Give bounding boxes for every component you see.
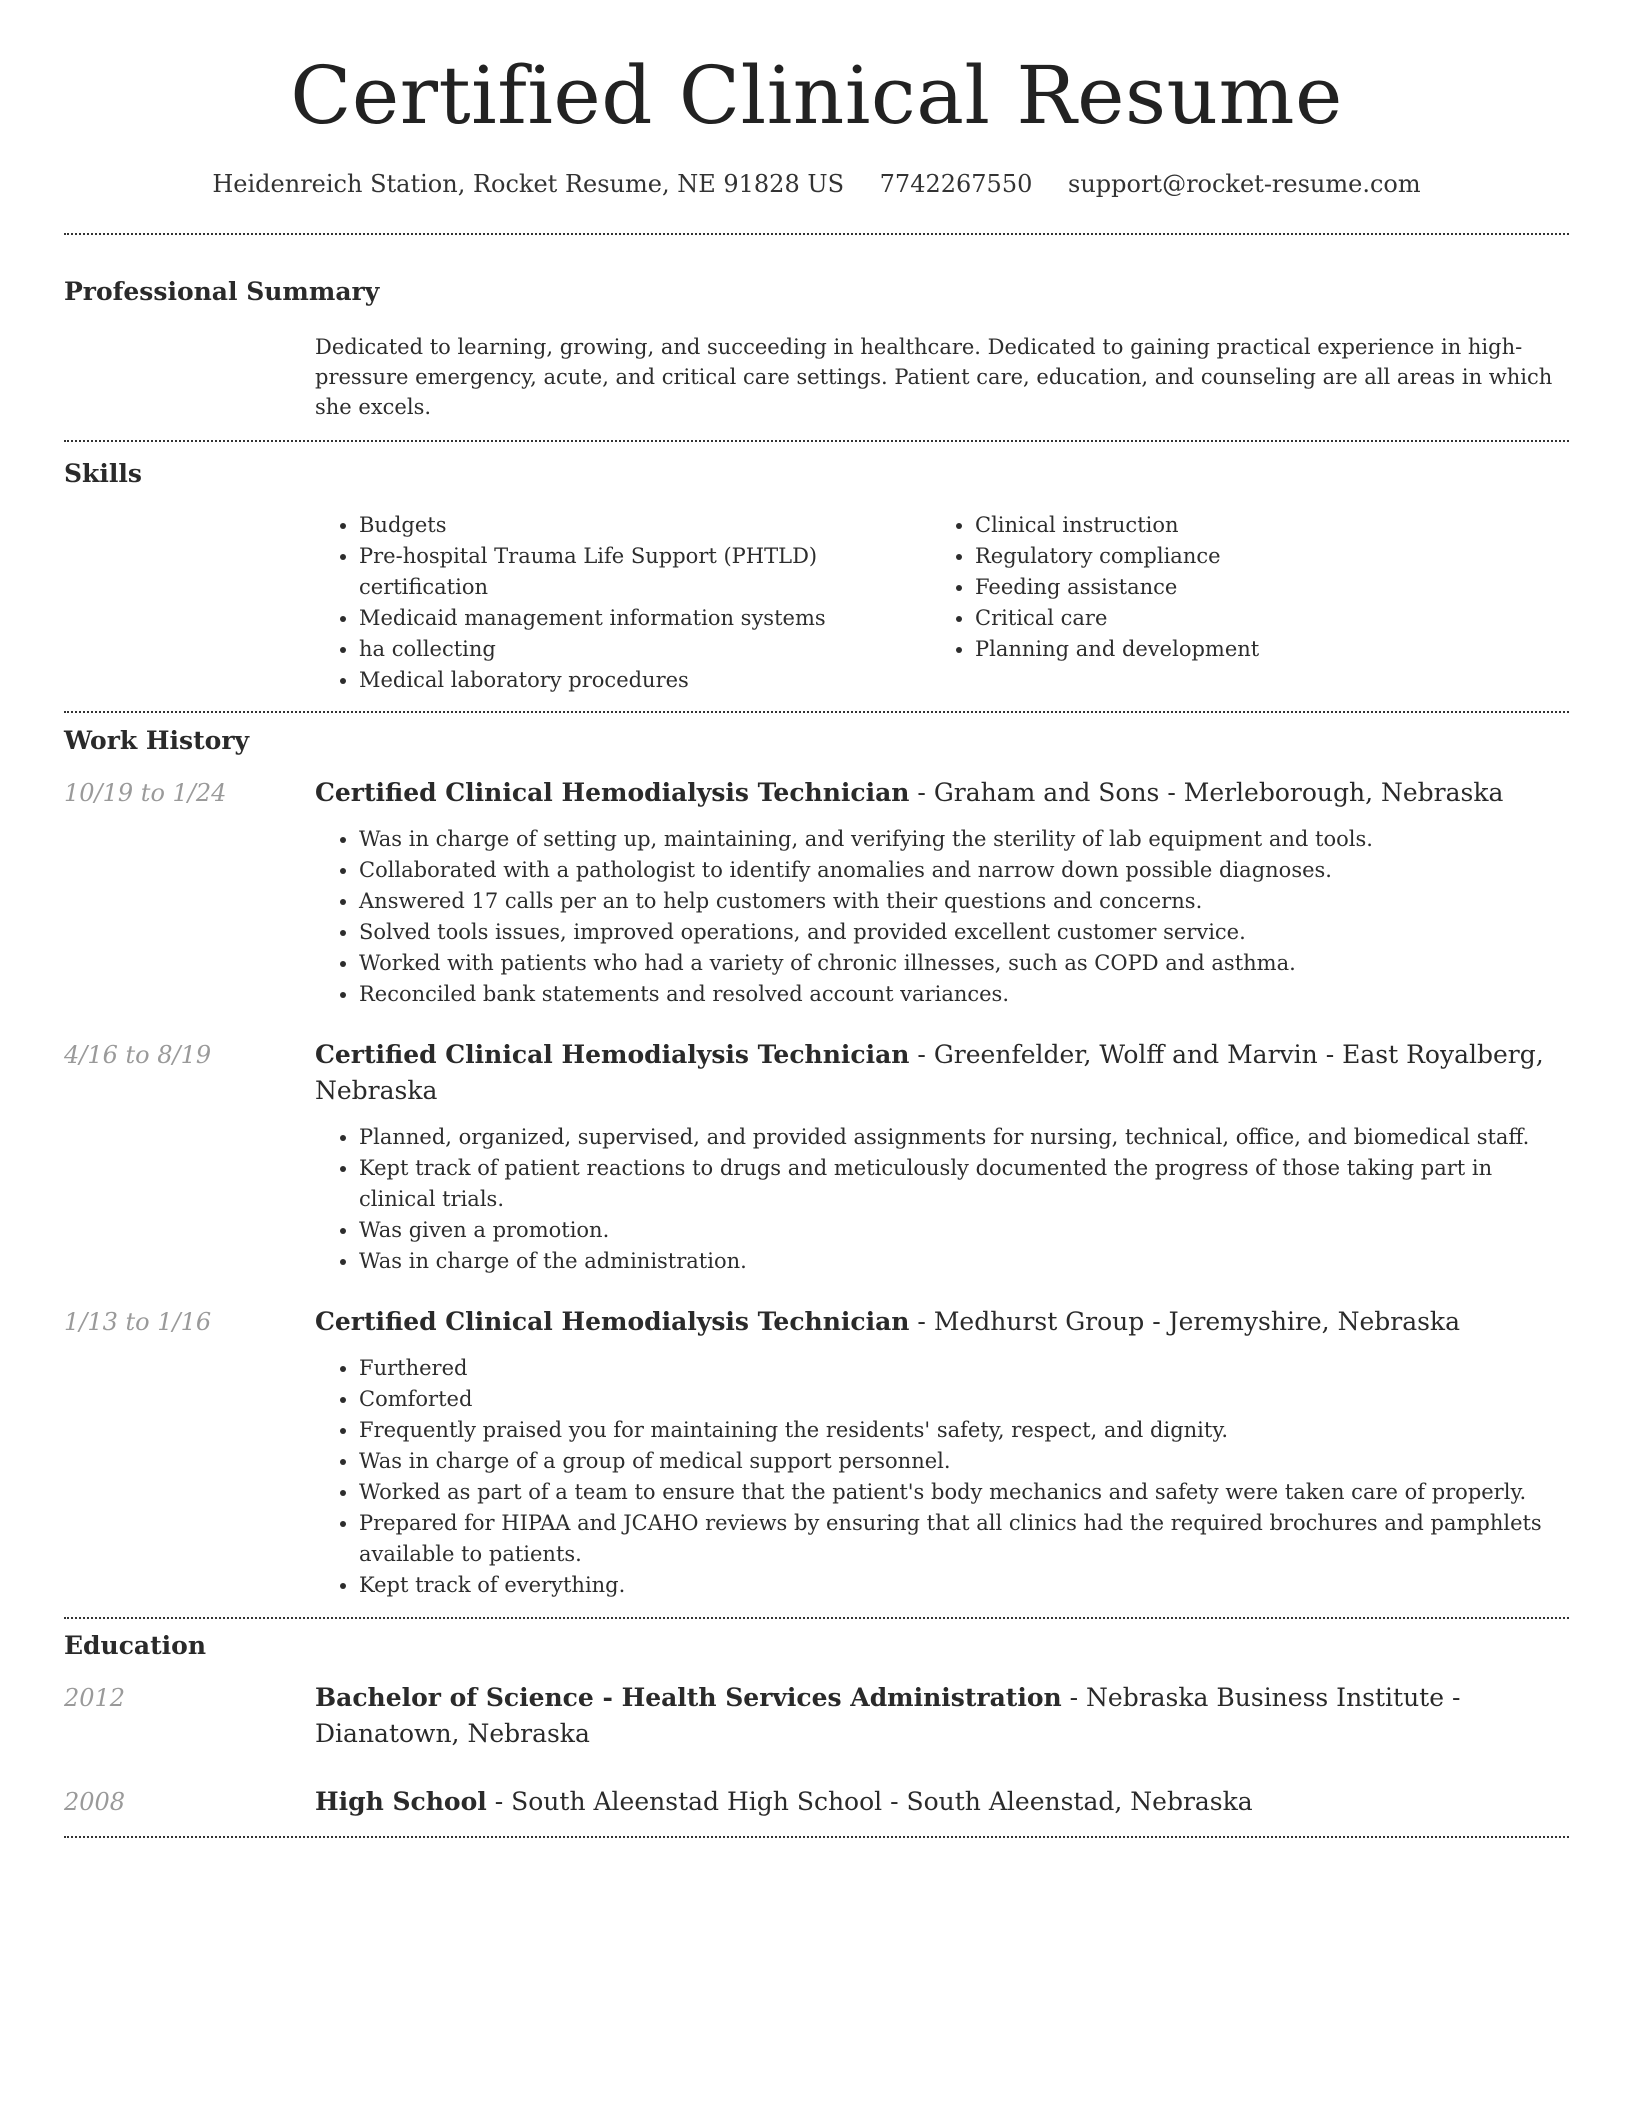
resume-page — [64, 0, 1569, 1838]
contact-email: support@rocket-resume.com — [1068, 170, 1421, 198]
skill-item: • Regulatory compliance — [975, 541, 1259, 572]
job-bullet: • Kept track of everything. — [359, 1570, 1569, 1601]
job-bullets — [315, 824, 1569, 1010]
job-role: Certified Clinical Hemodialysis Technician — [315, 778, 910, 807]
job-content — [315, 1304, 1569, 1601]
summary-heading: Professional Summary — [64, 277, 380, 306]
job-dates: 1/13 to 1/16 — [64, 1308, 212, 1336]
contact-phone: 7742267550 — [879, 170, 1033, 198]
job-bullet: • Was in charge of setting up, maintaining, and verifying the sterility of lab equipment and tools. — [359, 824, 1569, 855]
skill-item: • Budgets — [359, 510, 931, 541]
job-title — [315, 1304, 1569, 1340]
job-entry — [64, 775, 1569, 1010]
summary-content — [315, 332, 1569, 422]
skill-item: • Medical laboratory procedures — [359, 665, 931, 696]
job-entry — [64, 1304, 1569, 1601]
summary-row — [64, 332, 1569, 422]
job-details: - Greenfelder, Wolff and Marvin - East Royalberg, Nebraska — [315, 1040, 1544, 1105]
skill-item: • Feeding assistance — [975, 572, 1259, 603]
contact-address: Heidenreich Station, Rocket Resume, NE 91828 US — [212, 170, 845, 198]
education-year: 2008 — [64, 1788, 126, 1816]
job-title — [315, 775, 1569, 811]
job-bullet: • Comforted — [359, 1384, 1569, 1415]
education-year: 2012 — [64, 1684, 126, 1712]
skills-lists — [315, 510, 1569, 696]
job-bullet: • Was given a promotion. — [359, 1215, 1569, 1246]
divider — [64, 1617, 1569, 1619]
job-bullet: • Kept track of patient reactions to drugs and meticulously documented the progress of those taking part in clinical trials. — [359, 1153, 1569, 1215]
job-bullet: • Reconciled bank statements and resolved account variances. — [359, 979, 1569, 1010]
job-bullet: • Furthered — [359, 1353, 1569, 1384]
education-degree: Bachelor of Science - Health Services Administration — [315, 1683, 1062, 1712]
job-content — [315, 775, 1569, 1010]
skills-list-left — [315, 510, 931, 696]
skill-item: • Critical care — [975, 603, 1259, 634]
skills-heading: Skills — [64, 459, 142, 488]
job-bullet: • Worked as part of a team to ensure that the patient's body mechanics and safety were taken care of properly. — [359, 1477, 1569, 1508]
job-bullet: • Was in charge of the administration. — [359, 1246, 1569, 1277]
skill-item: • ha collecting — [359, 634, 931, 665]
job-bullets — [315, 1122, 1569, 1277]
summary-text: Dedicated to learning, growing, and succeeding in healthcare. Dedicated to gaining practical experience in high-pressure emergency, acute, and critical care settings. Patient care, education, and counseling are all areas in which she excels. — [315, 335, 1553, 419]
resume-name: Certified Clinical Resume — [290, 49, 1343, 142]
job-bullet: • Solved tools issues, improved operations, and provided excellent customer service. — [359, 917, 1569, 948]
education-details: - Nebraska Business Institute - Dianatown, Nebraska — [315, 1683, 1461, 1748]
job-role: Certified Clinical Hemodialysis Technician — [315, 1307, 910, 1336]
job-title — [315, 1037, 1569, 1109]
contact-line — [64, 170, 1569, 198]
job-dates: 4/16 to 8/19 — [64, 1041, 212, 1069]
education-degree: High School — [315, 1787, 487, 1816]
job-bullet: • Was in charge of a group of medical support personnel. — [359, 1446, 1569, 1477]
education-title — [315, 1680, 1569, 1752]
job-entry — [64, 1037, 1569, 1277]
skill-item: • Pre-hospital Trauma Life Support (PHTLD) certification — [359, 541, 931, 603]
skill-item: • Medicaid management information systems — [359, 603, 931, 634]
divider — [64, 440, 1569, 442]
job-bullet: • Prepared for HIPAA and JCAHO reviews by ensuring that all clinics had the required brochures and pamphlets available to patients. — [359, 1508, 1569, 1570]
job-details: - Graham and Sons - Merleborough, Nebraska — [909, 778, 1504, 807]
skill-item: • Planning and development — [975, 634, 1259, 665]
skills-row — [64, 510, 1569, 696]
skill-item: • Clinical instruction — [975, 510, 1259, 541]
job-bullet: • Answered 17 calls per an to help customers with their questions and concerns. — [359, 886, 1569, 917]
education-content — [315, 1680, 1569, 1752]
education-details: - South Aleenstad High School - South Aleenstad, Nebraska — [486, 1787, 1253, 1816]
divider — [64, 233, 1569, 235]
job-bullets — [315, 1353, 1569, 1601]
job-bullet: • Frequently praised you for maintaining the residents' safety, respect, and dignity. — [359, 1415, 1569, 1446]
divider — [64, 711, 1569, 713]
education-heading: Education — [64, 1631, 207, 1660]
job-bullet: • Collaborated with a pathologist to identify anomalies and narrow down possible diagnoses. — [359, 855, 1569, 886]
education-entry — [64, 1680, 1569, 1752]
education-entry — [64, 1784, 1569, 1820]
job-details: - Medhurst Group - Jeremyshire, Nebraska — [909, 1307, 1460, 1336]
education-content — [315, 1784, 1569, 1820]
work-heading: Work History — [64, 726, 250, 755]
job-role: Certified Clinical Hemodialysis Technician — [315, 1040, 910, 1069]
divider — [64, 1836, 1569, 1838]
job-bullet: • Planned, organized, supervised, and provided assignments for nursing, technical, office, and biomedical staff. — [359, 1122, 1569, 1153]
job-bullet: • Worked with patients who had a variety of chronic illnesses, such as COPD and asthma. — [359, 948, 1569, 979]
job-content — [315, 1037, 1569, 1277]
education-title — [315, 1784, 1569, 1820]
skills-list-right — [931, 510, 1259, 696]
job-dates: 10/19 to 1/24 — [64, 779, 227, 807]
